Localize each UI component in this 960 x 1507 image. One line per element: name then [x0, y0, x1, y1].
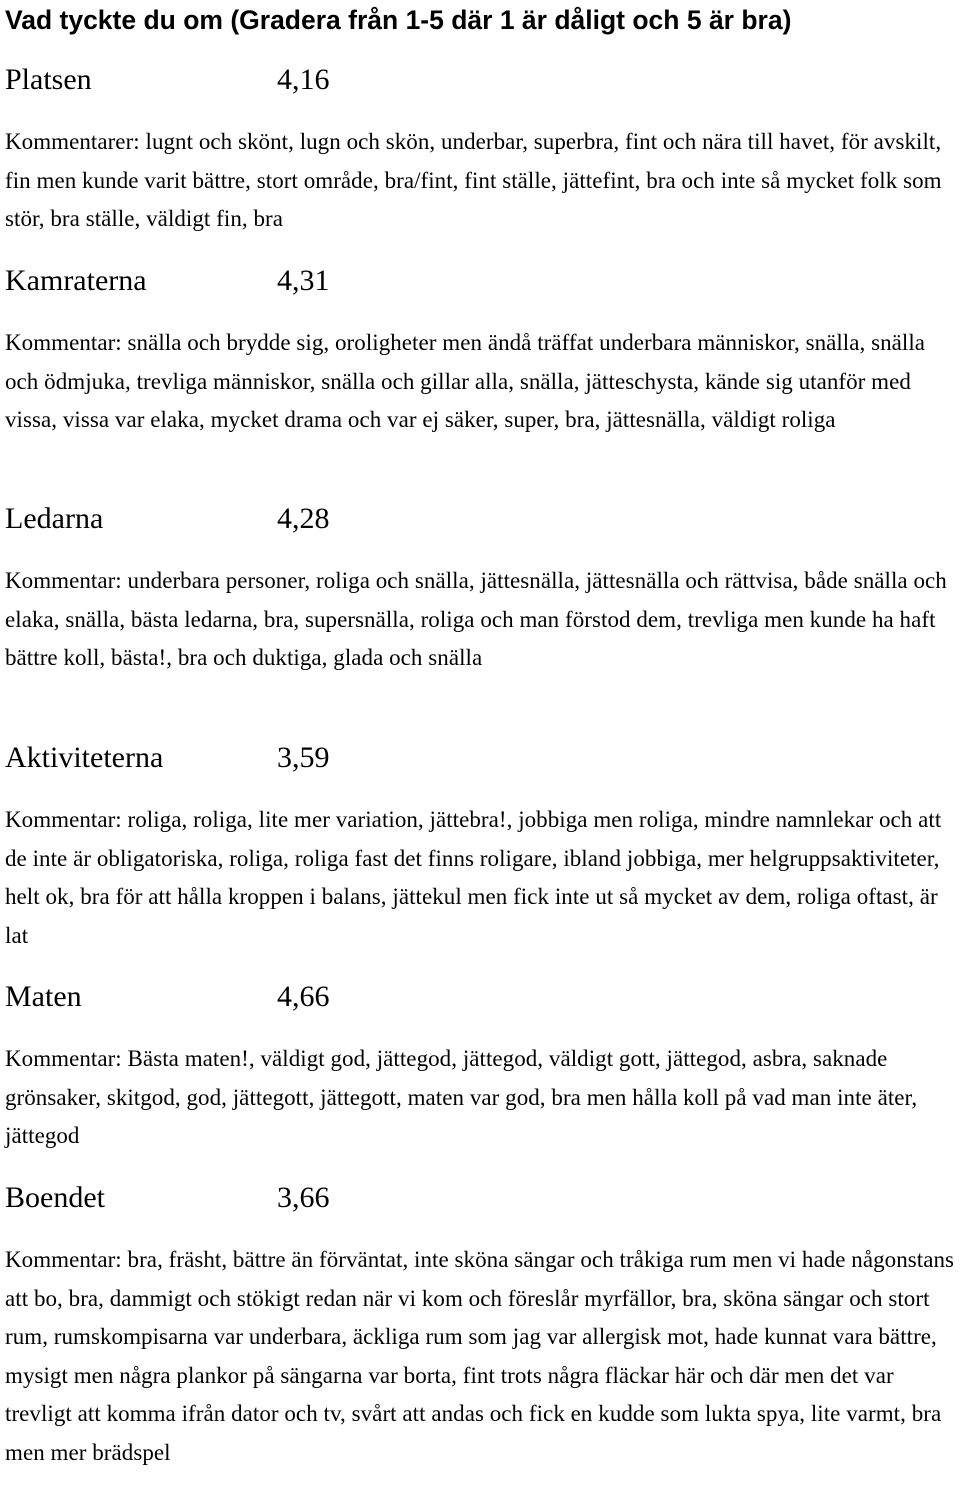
section-name: Aktiviteterna — [5, 741, 164, 774]
section-kamraterna — [5, 261, 955, 440]
section-heading — [5, 499, 955, 539]
section-heading — [5, 977, 955, 1017]
section-name: Platsen — [5, 63, 92, 96]
section-heading — [5, 60, 955, 100]
section-score: 4,16 — [277, 63, 330, 96]
section-platsen — [5, 60, 955, 239]
section-aktiviteterna — [5, 738, 955, 955]
survey-document — [5, 0, 955, 1465]
section-name: Boendet — [5, 1181, 105, 1214]
section-score: 3,66 — [277, 1181, 330, 1214]
section-comment: Kommentarer: lugnt och skönt, lugn och skön, underbar, superbra, fint och nära till havet, för avskilt, fin men kunde varit bättre, stort område, bra/fint, fint ställe, jättefint, bra och inte så mycket folk som stör, bra ställe, väldigt fin, bra — [5, 129, 942, 231]
section-comment: Kommentar: bra, fräsht, bättre än förväntat, inte sköna sängar och tråkiga rum men vi hade någonstans att bo, bra, dammigt och stökigt redan när vi kom och föreslår myrfällor, bra, sköna sängar och stort rum, rumskompisarna var underbara, äckliga rum som jag var allergisk mot, hade kunnat vara bättre, mysigt men några plankor på sängarna var borta, fint trots några fläckar här och där men det var trevligt att komma ifrån dator och tv, svårt att andas och fick en kudde som lukta spya, lite varmt, bra men mer brädspel — [5, 1247, 955, 1465]
section-comment: Kommentar: underbara personer, roliga och snälla, jättesnälla, jättesnälla och rättvisa, både snälla och elaka, snälla, bästa ledarna, bra, supersnälla, roliga och man förstod dem, trevliga men kunde ha haft bättre koll, bästa!, bra och duktiga, glada och snälla — [5, 568, 947, 670]
section-comment: Kommentar: roliga, roliga, lite mer variation, jättebra!, jobbiga men roliga, mindre namnlekar och att de inte är obligatoriska, roliga, roliga fast det finns roligare, ibland jobbiga, mer helgruppsaktiviteter, helt ok, bra för att hålla kroppen i balans, jättekul men fick inte ut så mycket av dem, roliga oftast, är lat — [5, 807, 942, 948]
document-title: Vad tyckte du om (Gradera från 1-5 där 1 är dåligt och 5 är bra) — [5, 5, 792, 35]
section-ledarna — [5, 499, 955, 678]
section-score: 3,59 — [277, 741, 330, 774]
section-heading — [5, 738, 955, 778]
section-comment: Kommentar: snälla och brydde sig, oroligheter men ändå träffat underbara människor, snälla, snälla och ödmjuka, trevliga människor, snälla och gillar alla, snälla, jätteschysta, kände sig utanför med vissa, vissa var elaka, mycket drama och var ej säker, super, bra, jättesnälla, väldigt roliga — [5, 330, 926, 432]
section-name: Maten — [5, 980, 82, 1013]
section-heading — [5, 261, 955, 301]
section-score: 4,28 — [277, 502, 330, 535]
section-score: 4,31 — [277, 264, 330, 297]
section-boendet — [5, 1178, 955, 1472]
section-maten — [5, 977, 955, 1156]
section-heading — [5, 1178, 955, 1218]
section-comment: Kommentar: Bästa maten!, väldigt god, jättegod, jättegod, väldigt gott, jättegod, asbra, saknade grönsaker, skitgod, god, jättegott, jättegott, maten var god, bra men hålla koll på vad man inte äter, jättegod — [5, 1046, 918, 1148]
section-name: Ledarna — [5, 502, 104, 535]
section-score: 4,66 — [277, 980, 330, 1013]
section-name: Kamraterna — [5, 264, 147, 297]
